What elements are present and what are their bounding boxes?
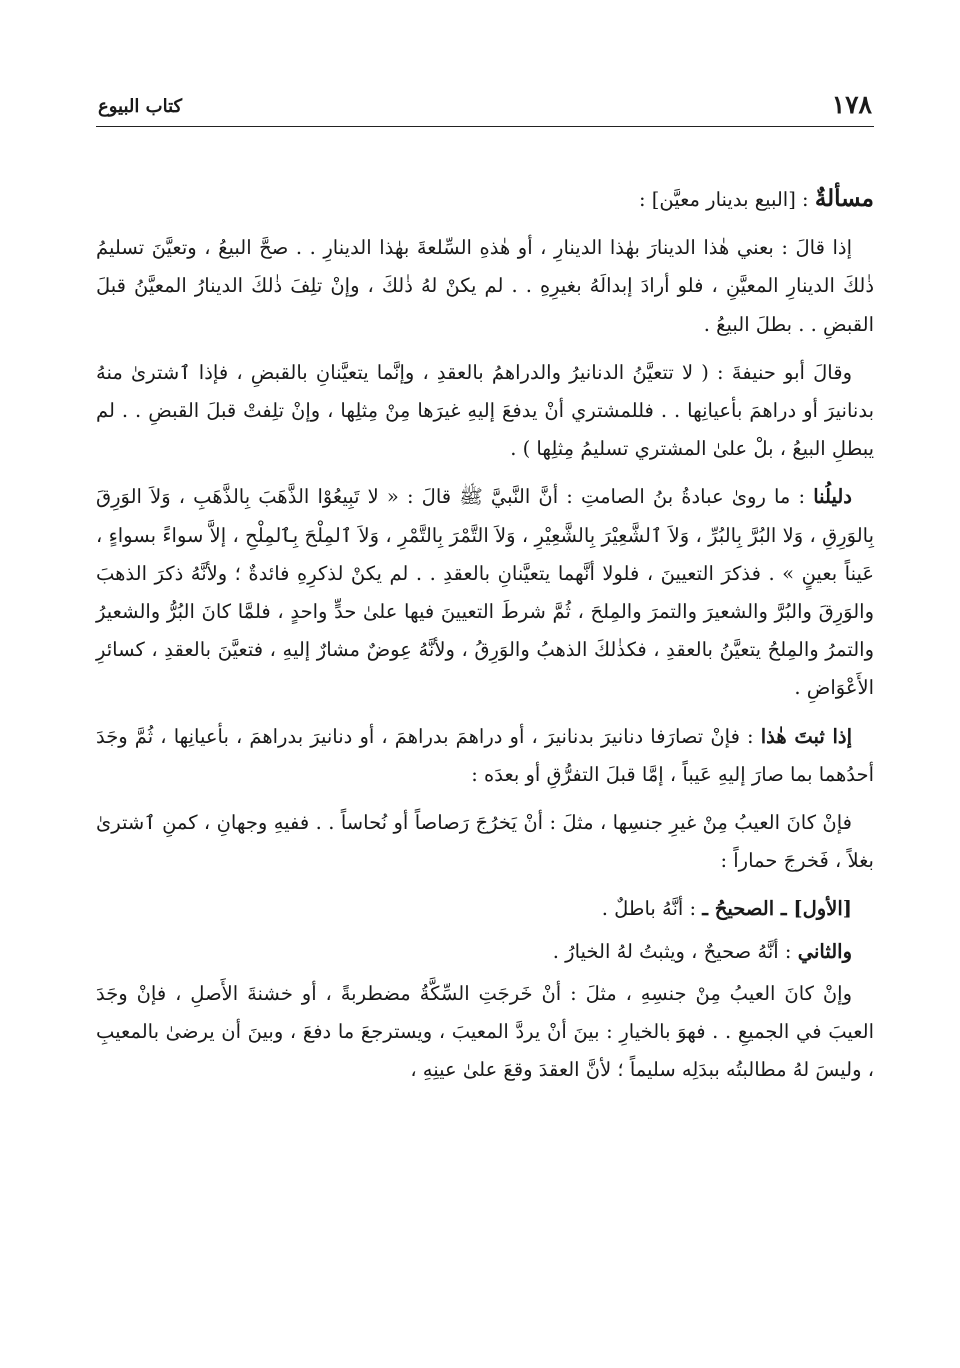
paragraph-7-text: : أنَّهُ صحيحٌ ، ويثبتُ لهُ الخيارُ . (552, 939, 798, 963)
paragraph-4-lead: إذا ثبتَ هٰذا (760, 724, 852, 748)
paragraph-7-lead: والثاني (797, 939, 852, 963)
paragraph-4-text: : فإنْ تصارَفا دنانيرَ بدنانيرَ ، أو دراهمَ بدراهمَ ، أو دنانيرَ بدراهمَ ، بأعيانِها ، ثُمَّ وجَدَ أحدُهما بما صارَ إليهِ عَيباً ، إمَّا قبلَ التفرُّقِ أو بعدَه : (96, 724, 874, 786)
masala-label: مسألةٌ (814, 185, 874, 212)
paragraph-6 (96, 890, 874, 928)
paragraph-3 (96, 478, 874, 707)
paragraph-4 (96, 718, 874, 794)
paragraph-2: وقالَ أبو حنيفةَ : ( لا تتعيَّنُ الدنانيرُ والدراهمُ بالعقدِ ، وإنَّما يتعيَّنانِ بالقبضِ ، فإذا ٱشترىٰ منهُ بدنانيرَ أو دراهمَ بأعيانِها . . فللمشتري أنْ يدفعَ إليهِ غيرَها مِنْ مِثلِها ، وإنْ تلِفتْ قبلَ القبضِ . . لم يبطلِ البيعُ ، بلْ علىٰ المشتري تسليمُ مِثلِها ) . (96, 360, 874, 461)
running-head: كتاب البيوع (98, 96, 183, 117)
page-number: ١٧٨ (831, 90, 872, 119)
paragraph-6-lead: [الأول] ـ الصحيحُ ـ (702, 897, 852, 921)
paragraph-7 (96, 933, 874, 971)
masala-heading (96, 180, 874, 219)
body-text (96, 180, 874, 1099)
paragraph-6-text: : أنَّهُ باطلٌ . (601, 897, 703, 921)
masala-heading-text: : [البيع بدينار معيَّن] : (639, 188, 815, 211)
paragraph-5: فإنْ كانَ العيبُ مِنْ غيرِ جنسِها ، مثلَ : أنْ يَخرُجَ رَصاصاً أو نُحاساً . . ففيهِ وجهانِ ، كمنِ ٱشترىٰ بغلاً ، فَخرجَ حماراً : (96, 811, 874, 873)
page-header (96, 88, 874, 127)
paragraph-1: إذا قالَ : بعني هٰذا الدينارَ بهٰذا الدينارِ ، أو هٰذهِ السِّلعةَ بهٰذا الدينارِ . . صحَّ البيعُ ، وتعيَّنَ تسليمُ ذٰلكَ الدينارِ المعيَّنِ ، فلو أرادَ إبدالَهُ بغيرِهِ . . لم يكنْ لهُ ذٰلكَ ، وإنْ تلِفَ ذٰلكَ الدينارُ المعيَّنُ قبلَ القبضِ . . بطلَ البيعُ . (96, 236, 874, 336)
paragraph-3-text: : ما روىٰ عبادةُ بنُ الصامتِ : أنَّ النَّبيَّ ﷺ قالَ : « لا تَبِيعُوْا الذَّهَبَ بِالذَّهَبِ ، وَلاَ الوَرِقَ بِالوَرِقِ ، وَلا البُرَّ بِالبُرِّ ، وَلاَ ٱلشَّعِيْرَ بِالشَّعِيْرِ ، وَلاَ التَّمْرَ بِالتَّمْرِ ، وَلاَ ٱلمِلْحَ بِٱلمِلْحِ ، إلاَّ سواءً بسواءٍ ، عَيناً بعينٍ » . فذكرَ التعيينَ ، فلولا أنَّهما يتعيَّنانِ بالعقدِ . . لم يكنْ لذكرِهِ فائدةٌ ؛ ولأنَّهُ ذكرَ الذهبَ والوَرِقَ والبُرَّ والشعيرَ والتمرَ والمِلحَ ، ثُمَّ شرطَ التعيينَ فيها علىٰ حدٍّ واحدٍ ، فلمَّا كانَ البُرُّ والشعيرُ والتمرُ والمِلحُ يتعيَّنُ بالعقدِ ، فكذٰلكَ الذهبُ والوَرِقُ ، ولأنَّهُ عِوضٌ مشارٌ إليهِ ، فتعيَّنَ بالعقدِ ، كسائرِ الأَعْوَاضِ . (96, 485, 874, 700)
paragraph-3-lead: دليلُنا (813, 485, 852, 509)
document-page (96, 0, 874, 1368)
paragraph-8: وإنْ كانَ العيبُ مِنْ جنسِهِ ، مثلَ : أنْ خَرجَتِ السِّكَّةُ مضطربةً ، أو خشنةَ الأَصلِ ، فإنْ وجَدَ العيبَ في الجميعِ . . فهوَ بالخيارِ : بينَ أنْ يردَّ المعيبَ ، ويسترجعَ ما دفعَ ، وبينَ أن يرضىٰ بالمعيبِ ، وليسَ لهُ مطالبتُه ببدَلِه سليماً ؛ لأنَّ العقدَ وقعَ علىٰ عينِهِ ، (96, 981, 874, 1082)
